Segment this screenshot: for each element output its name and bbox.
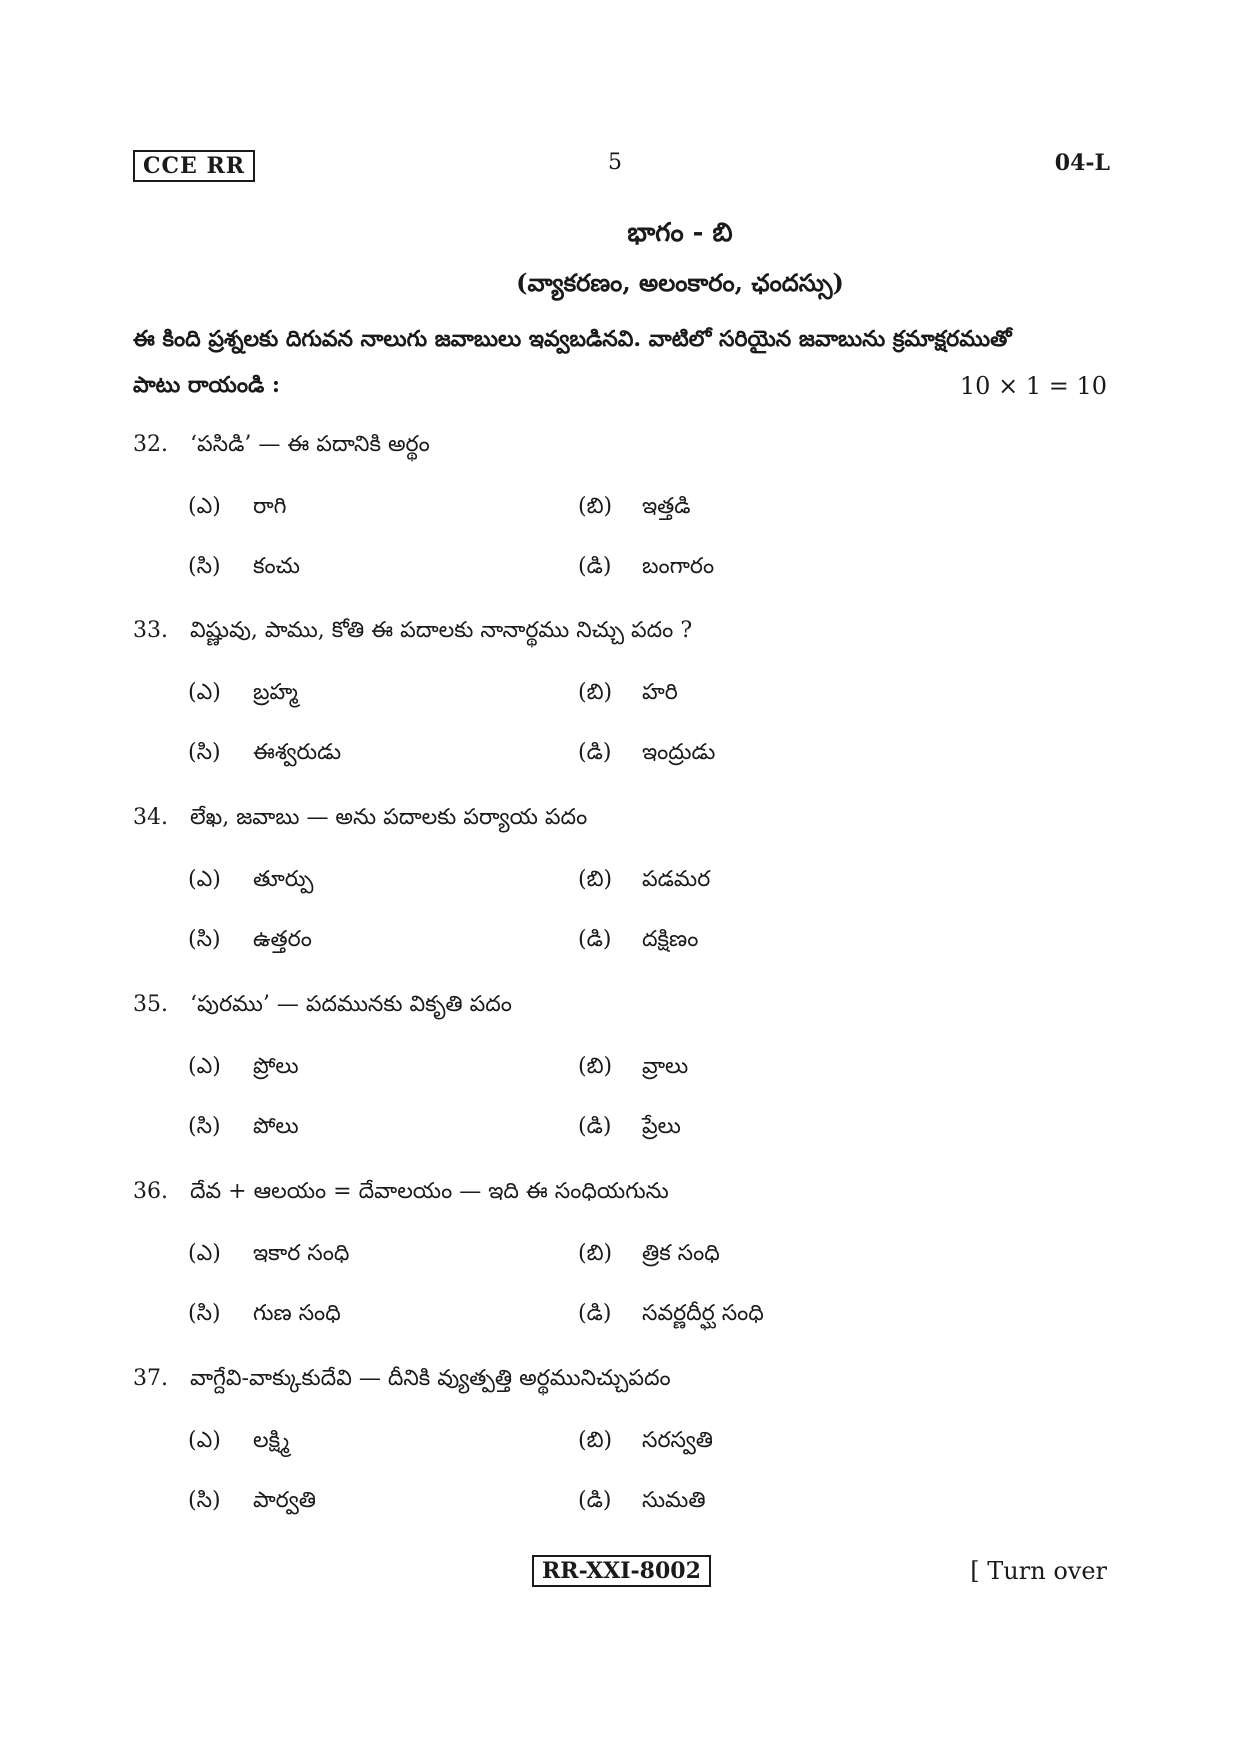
option-label: (ఎ) [188, 1241, 221, 1266]
option-text: గుణ సంధి [253, 1301, 341, 1326]
option-label: (డి) [578, 927, 612, 952]
question-text: విష్ణువు, పాము, కోతి ఈ పదాలకు నానార్థము నిచ్చు పదం ? [190, 618, 693, 643]
instruction-line-2: పాటు రాయండి : [133, 372, 281, 398]
option-text: త్రిక సంధి [642, 1241, 720, 1266]
option-label: (బి) [578, 1241, 613, 1266]
option-text: ఇత్తడి [642, 494, 691, 519]
option-label: (డి) [578, 740, 612, 765]
option-text: హరి [642, 680, 678, 705]
option-label: (ఎ) [188, 680, 221, 705]
option-text: కంచు [253, 554, 300, 579]
option-text: రాగి [253, 494, 287, 519]
turn-over-note: [ Turn over [970, 1557, 1107, 1585]
option-text: ఇకార సంధి [253, 1241, 350, 1266]
question-number: 35. [133, 992, 168, 1017]
question-text: దేవ + ఆలయం = దేవాలయం — ఇది ఈ సంధియగును [190, 1179, 669, 1204]
option-label: (సి) [188, 1301, 221, 1326]
paper-code: 04-L [1054, 150, 1110, 176]
question-text: ‘పురము’ — పదమునకు వికృతి పదం [190, 992, 512, 1017]
question-text: లేఖ, జవాబు — అను పదాలకు పర్యాయ పదం [190, 805, 588, 830]
option-label: (ఎ) [188, 494, 221, 519]
question-number: 34. [133, 805, 168, 830]
option-label: (డి) [578, 1114, 612, 1139]
option-text: పార్వతి [253, 1488, 317, 1513]
option-label: (ఎ) [188, 1054, 221, 1079]
question-text: ‘పసిడి’ — ఈ పదానికి అర్థం [190, 432, 430, 457]
question-text: వాగ్దేవి-వాక్కుకుదేవి — దీనికి వ్యుత్పత్తి అర్థమునిచ్చుపదం [190, 1366, 671, 1391]
option-label: (ఎ) [188, 1428, 221, 1453]
option-text: బంగారం [642, 554, 715, 579]
option-text: పడమర [642, 867, 711, 892]
option-label: (బి) [578, 494, 613, 519]
option-label: (డి) [578, 1301, 612, 1326]
option-text: పోలు [253, 1114, 299, 1139]
option-text: ప్రోలు [253, 1054, 299, 1079]
option-label: (సి) [188, 740, 221, 765]
option-text: వ్రాలు [642, 1054, 689, 1079]
marks-allocation: 10 × 1 = 10 [959, 372, 1107, 400]
option-text: బ్రహ్మ [253, 680, 298, 705]
option-label: (బి) [578, 867, 613, 892]
option-text: లక్ష్మి [253, 1428, 290, 1453]
footer-code-box: RR-XXI-8002 [532, 1555, 711, 1587]
option-text: తూర్పు [253, 867, 314, 892]
option-label: (డి) [578, 554, 612, 579]
option-text: ఇంద్రుడు [642, 740, 716, 765]
option-label: (బి) [578, 1428, 613, 1453]
option-label: (సి) [188, 1114, 221, 1139]
option-text: దక్షిణం [642, 927, 699, 952]
option-label: (సి) [188, 927, 221, 952]
question-number: 33. [133, 618, 168, 643]
option-text: ఉత్తరం [253, 927, 312, 952]
option-text: ప్రేలు [642, 1114, 681, 1139]
question-number: 36. [133, 1179, 168, 1204]
option-label: (సి) [188, 554, 221, 579]
option-label: (సి) [188, 1488, 221, 1513]
option-label: (ఎ) [188, 867, 221, 892]
option-text: సరస్వతి [642, 1428, 713, 1453]
option-text: సవర్ణదీర్ఘ సంధి [642, 1301, 764, 1326]
option-label: (బి) [578, 1054, 613, 1079]
option-label: (బి) [578, 680, 613, 705]
section-subtitle: (వ్యాకరణం, అలంకారం, ఛందస్సు) [516, 268, 844, 297]
question-number: 37. [133, 1366, 168, 1391]
option-text: సుమతి [642, 1488, 706, 1513]
option-text: ఈశ్వరుడు [253, 740, 342, 765]
section-title: భాగం - బి [627, 218, 733, 248]
page-number: 5 [608, 150, 622, 175]
instruction-line-1: ఈ కింది ప్రశ్నలకు దిగువన నాలుగు జవాబులు ఇవ్వబడినవి. వాటిలో సరియైన జవాబును క్రమాక్షరముతో [133, 326, 1012, 352]
option-label: (డి) [578, 1488, 612, 1513]
question-number: 32. [133, 432, 168, 457]
header-code-box: CCE RR [133, 150, 255, 182]
